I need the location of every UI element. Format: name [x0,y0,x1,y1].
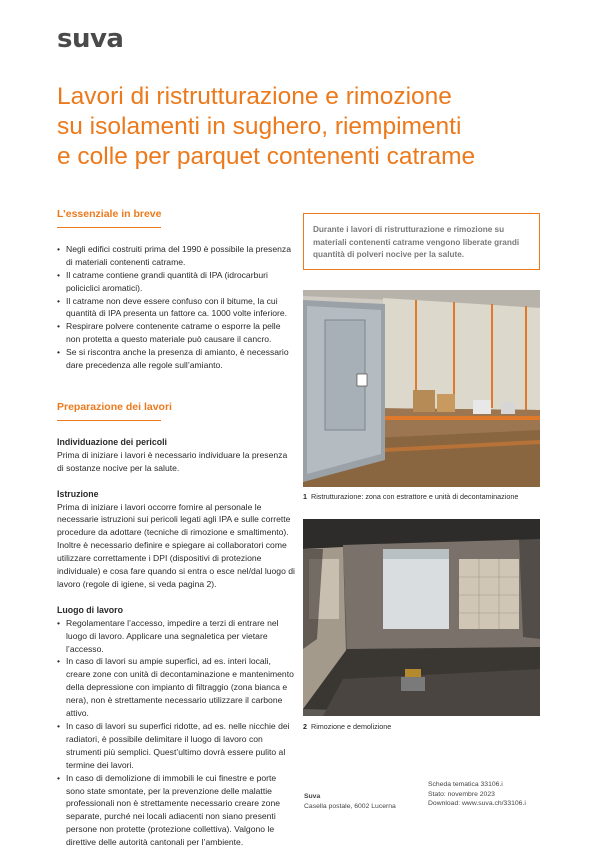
list-item: • In caso di lavori su ampie superfici, ad es. interi locali, creare zone con unità di decontaminazione e mantenimento della depressione con impianto di filtraggio (zona bianca e nera), non è strettamente necessario utilizzare il carbone attivo. [57,655,295,720]
figure-2-number: 2 [303,722,307,731]
essentials-divider [57,227,161,228]
figure-1-caption [303,492,518,501]
title-line-2: su isolamenti in sughero, riempimenti [57,113,462,140]
workplace-heading: Luogo di lavoro [57,604,123,615]
instruction-heading: Istruzione [57,488,99,499]
list-item: • In caso di demolizione di immobili le cui finestre e porte sono state smontate, per la prevenzione delle malattie professionali non è strettamente necessario creare zone separate, purché nei locali adiacenti non siano presenti persone non protette (protezione collettiva). Valgono le direttive delle autorità cantonali per l’ambiente. [57,772,295,849]
essentials-section [57,208,295,372]
workplace-list [57,617,295,849]
footer-org: Suva [304,793,321,800]
list-item: • In caso di lavori su superfici ridotte, ad es. nelle nicchie dei radiatori, è possibile delimitare il luogo di lavoro con strumenti più semplici. Quest’ultimo dovrà essere pulito al termine dei lavori. [57,720,295,772]
figure-1-caption-text: Ristrutturazione: zona con estrattore e unità di decontaminazione [311,492,519,501]
figure-1-photo [303,290,540,487]
footer-address-line: Casella postale, 6002 Lucerna [304,802,396,810]
list-item: • Regolamentare l’accesso, impedire a terzi di entrare nel luogo di lavoro. Applicare una segnaletica per vietare l’accesso. [57,617,295,656]
preparation-heading: Preparazione dei lavori [57,400,172,413]
footer-sheet: Scheda tematica 33106.i [428,781,503,788]
list-item: • Se si riscontra anche la presenza di amianto, è necessario dare precedenza alle regole sull’amianto. [57,346,295,372]
list-item: • Respirare polvere contenente catrame o esporre la pelle non protetta a questo materiale può causare il cancro. [57,320,295,346]
figure-2-caption-text: Rimozione e demolizione [311,722,392,731]
instruction-text: Prima di iniziare i lavori occorre fornire al personale le necessarie istruzioni sui pericoli legati agli IPA e sulle corrette procedure da adottare (tecniche di rimozione e smaltimento). Inoltre è necessario definire e spiegare ai collaboratori come utilizzare correttamente i DPI (dispositivi di protezione individuale) e cosa fare quando si entra o esce nel/dal luogo di lavoro (regole di igiene, si veda pagina 2). [57,501,295,589]
essentials-list [57,243,295,372]
figure-2-photo [303,519,540,716]
preparation-divider [57,420,161,421]
list-item: • Il catrame contiene grandi quantità di IPA (idrocarburi policiclici aromatici). [57,269,295,295]
footer-status: Stato: novembre 2023 [428,790,495,798]
preparation-section [57,401,295,849]
footer-download-link[interactable]: Download: www.suva.ch/33106.i [428,800,526,808]
list-item: • Negli edifici costruiti prima del 1990 è possibile la presenza di materiali contenenti catrame. [57,243,295,269]
essentials-heading: L’essenziale in breve [57,208,162,220]
footer-meta [428,780,526,809]
hazards-text: Prima di iniziare i lavori è necessario individuare la presenza di sostanze nocive per la salute. [57,449,288,473]
figure-1-number: 1 [303,492,307,501]
title-line-3: e colle per parquet contenenti catrame [57,143,476,170]
left-column [57,208,295,849]
hazards-heading: Individuazione dei pericoli [57,436,167,447]
document-title [57,82,557,172]
title-line-1: Lavori di ristrutturazione e rimozione [57,83,452,110]
figure-2-caption [303,722,391,731]
footer-address [304,792,396,811]
suva-logo: suva [57,24,124,54]
list-item: • Il catrame non deve essere confuso con il bitume, la cui quantità di IPA presenta un fattore ca. 1000 volte inferiore. [57,295,295,321]
warning-callout: Durante i lavori di ristrutturazione e rimozione su materiali contenenti catrame vengono liberate grandi quantità di polveri nocive per la salute. [303,213,540,270]
